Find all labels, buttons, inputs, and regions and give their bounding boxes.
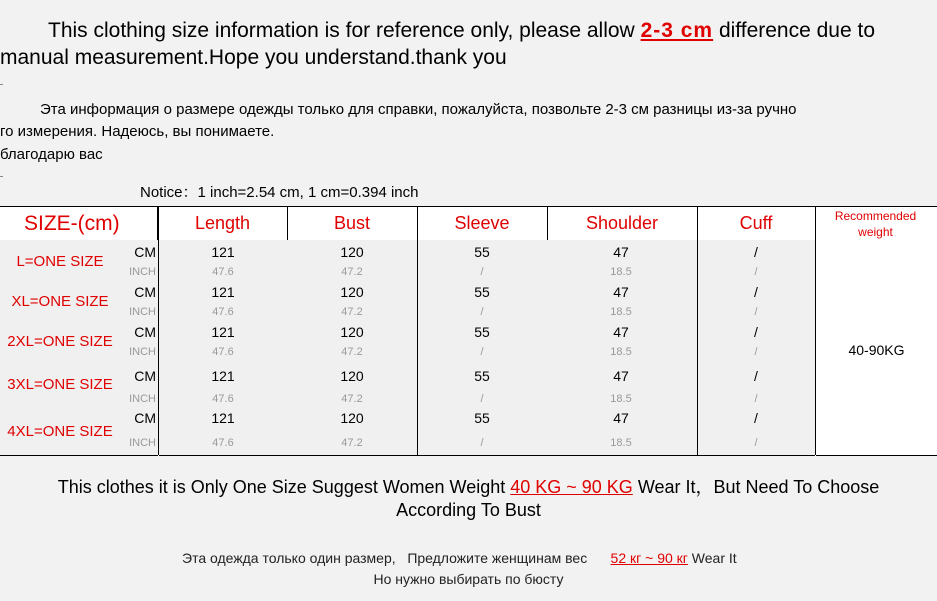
footer-en-line-2: According To Bust [396,500,541,520]
disclaimer-line-2: manual measurement.Hope you understand.thank you [0,46,507,69]
weight-range-ru-highlight: 52 кг ~ 90 кг [610,550,688,566]
cell-shoulder-cm: 47 [613,284,629,300]
cell-bust-cm: 120 [340,410,364,426]
disclaimer-ru-line-1: Эта информация о размере одежды только для справки, пожалуйста, позвольте 2-3 см разницы из-за ручно [40,101,797,118]
unit-inch-label: INCH [129,346,156,358]
cell-sleeve-cm: 55 [474,324,490,340]
cell-cuff-inch: / [754,437,758,449]
unit-inch-label: INCH [129,437,156,449]
unit-cm-label: CM [134,284,156,300]
disclaimer-panel [0,0,937,207]
cell-cuff-cm: / [754,410,758,426]
cell-shoulder-inch: 18.5 [610,346,632,358]
size-label: XL=ONE SIZE [11,293,109,310]
cell-cuff-cm: / [754,284,758,300]
cell-length-inch: 47.6 [212,346,234,358]
cell-length-inch: 47.6 [212,266,234,278]
cell-shoulder-inch: 18.5 [610,437,632,449]
cell-bust-cm: 120 [340,244,364,260]
cell-length-cm: 121 [211,244,235,260]
cell-length-inch: 47.6 [212,393,234,405]
unit-cm-label: CM [134,324,156,340]
column-divider [417,207,418,455]
recommended-weight-value: 40-90KG [848,342,905,358]
cell-bust-cm: 120 [340,284,364,300]
cell-bust-cm: 120 [340,324,364,340]
disclaimer-ru-line-3: благодарю вас [0,146,103,163]
cell-shoulder-inch: 18.5 [610,266,632,278]
cell-sleeve-inch: / [480,437,484,449]
header-size: SIZE-(cm) [0,207,158,240]
cell-cuff-cm: / [754,368,758,384]
cell-cuff-inch: / [754,393,758,405]
cell-cuff-cm: / [754,324,758,340]
unit-cm-label: CM [134,410,156,426]
cell-sleeve-inch: / [480,393,484,405]
column-divider [815,207,816,455]
cell-length-cm: 121 [211,324,235,340]
column-divider [287,207,288,240]
column-divider [158,207,159,455]
cell-sleeve-inch: / [480,306,484,318]
size-label: 4XL=ONE SIZE [7,423,113,440]
weight-range-highlight: 40 KG ~ 90 KG [510,477,633,497]
header-weight: Recommended weight [815,207,936,240]
cell-sleeve-cm: 55 [474,410,490,426]
cell-shoulder-cm: 47 [613,324,629,340]
size-label: 2XL=ONE SIZE [7,333,113,350]
cell-bust-cm: 120 [340,368,364,384]
cell-length-cm: 121 [211,284,235,300]
unit-inch-label: INCH [129,266,156,278]
cell-sleeve-cm: 55 [474,284,490,300]
cell-length-inch: 47.6 [212,306,234,318]
footer-ru-line-2: Но нужно выбирать по бюсту [373,571,564,587]
cell-length-cm: 121 [211,368,235,384]
divider-tick [0,176,3,177]
column-divider [547,207,548,240]
footer-en-line-1: This clothes it is Only One Size Suggest Women Weight 40 KG ~ 90 KG Wear It，But Need To Choose [57,477,880,497]
cell-bust-inch: 47.2 [341,393,363,405]
unit-inch-label: INCH [129,306,156,318]
header-shoulder: Shoulder [547,207,698,240]
divider-tick [0,84,3,85]
header-sleeve: Sleeve [417,207,548,240]
cell-bust-inch: 47.2 [341,346,363,358]
header-bust: Bust [287,207,418,240]
cell-shoulder-cm: 47 [613,368,629,384]
size-label: 3XL=ONE SIZE [7,376,113,393]
cell-length-cm: 121 [211,410,235,426]
column-divider [697,207,698,455]
cell-sleeve-inch: / [480,346,484,358]
cell-cuff-inch: / [754,346,758,358]
cell-cuff-inch: / [754,266,758,278]
cell-shoulder-inch: 18.5 [610,393,632,405]
header-length: Length [158,207,288,240]
cell-bust-inch: 47.2 [341,437,363,449]
unit-notice: Notice：1 inch=2.54 cm, 1 cm=0.394 inch [140,184,419,201]
cell-cuff-cm: / [754,244,758,260]
cell-length-inch: 47.6 [212,437,234,449]
disclaimer-line-1: This clothing size information is for reference only, please allow 2-3 cm difference due to [48,19,876,42]
disclaimer-ru-line-2: го измерения. Надеюсь, вы понимаете. [0,123,275,140]
unit-inch-label: INCH [129,393,156,405]
cell-shoulder-inch: 18.5 [610,306,632,318]
unit-cm-label: CM [134,244,156,260]
cell-cuff-inch: / [754,306,758,318]
unit-cm-label: CM [134,368,156,384]
tolerance-highlight: 2-3 cm [640,19,714,42]
cell-sleeve-cm: 55 [474,368,490,384]
cell-sleeve-inch: / [480,266,484,278]
cell-sleeve-cm: 55 [474,244,490,260]
cell-shoulder-cm: 47 [613,410,629,426]
cell-bust-inch: 47.2 [341,306,363,318]
cell-shoulder-cm: 47 [613,244,629,260]
cell-bust-inch: 47.2 [341,266,363,278]
header-cuff: Cuff [697,207,816,240]
footer-ru-line-1: Эта одежда только один размер, Предложите женщинам вес 52 кг ~ 90 кг Wear It [182,550,737,566]
size-label: L=ONE SIZE [16,253,104,270]
